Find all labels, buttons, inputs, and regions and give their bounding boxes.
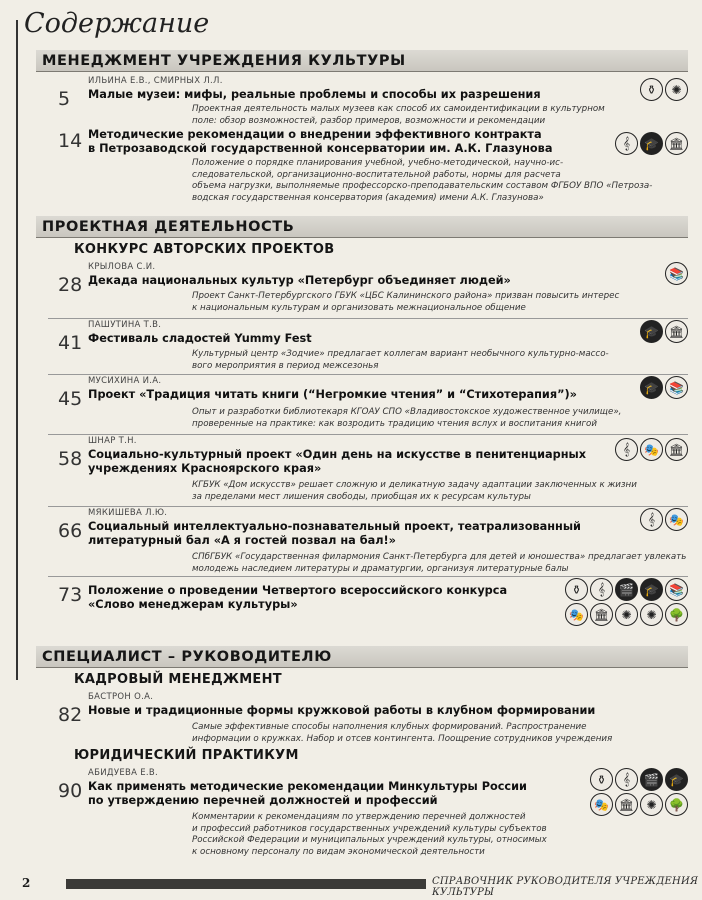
entry-title: Проект «Традиция читать книги (“Негромкие чтения” и “Стихотерапия”)» <box>88 388 577 401</box>
toc-entry[interactable] <box>40 128 688 208</box>
entry-page-number: 28 <box>58 274 83 296</box>
entry-description: Опыт и разработки библиотекаря КГОАУ СПО «Владивостокское художественное училище», проверенные на практике: как возродить традицию чтения вслух и воспитания книгой <box>192 407 622 429</box>
wheel-icon: ✺ <box>640 793 663 816</box>
wheel-icon: ✺ <box>640 603 663 626</box>
entry-page-number: 14 <box>58 130 83 152</box>
entry-divider <box>48 576 688 577</box>
entry-description: Культурный центр «Зодчие» предлагает коллегам вариант необычного культурно-массо- вого мероприятия в период межсезонья <box>192 349 609 371</box>
toc-entry[interactable] <box>40 578 688 634</box>
entry-icons <box>583 768 688 816</box>
section-management-heading: МЕНЕДЖМЕНТ УЧРЕЖДЕНИЯ КУЛЬТУРЫ <box>36 50 688 72</box>
entry-title: Малые музеи: мифы, реальные проблемы и способы их разрешения <box>88 88 541 101</box>
entry-icons <box>640 376 688 399</box>
entry-author: ИЛЬИНА Е.В., СМИРНЫХ Л.Л. <box>88 76 223 86</box>
clapper-icon: 🎬 <box>640 768 663 791</box>
graduation-cap-icon: 🎓 <box>640 578 663 601</box>
subsection-contest-heading: КОНКУРС АВТОРСКИХ ПРОЕКТОВ <box>74 242 335 257</box>
entry-divider <box>48 318 688 319</box>
graduation-cap-icon: 🎓 <box>640 320 663 343</box>
columns-icon: 🏛 <box>665 132 688 155</box>
entry-divider <box>48 506 688 507</box>
graduation-cap-icon: 🎓 <box>665 768 688 791</box>
vase-icon: ⚱ <box>640 78 663 101</box>
entry-title: Новые и традиционные формы кружковой работы в клубном формировании <box>88 704 596 717</box>
section-project-heading: ПРОЕКТНАЯ ДЕЯТЕЛЬНОСТЬ <box>36 216 688 238</box>
entry-page-number: 45 <box>58 388 83 410</box>
entry-icons <box>665 262 688 285</box>
entry-description: Самые эффективные способы наполнения клубных формирований. Распространение информации о кружках. Набор и отсев контингента. Поощрение сотрудников учреждения <box>192 722 613 744</box>
masks-icon: 🎭 <box>665 508 688 531</box>
entry-description: Проект Санкт-Петербургского ГБУК «ЦБС Калининского района» призван повысить интерес к национальным культурам и организовать межнациональное общение <box>192 291 620 313</box>
entry-title: Методические рекомендации о внедрении эффективного контракта в Петрозаводской государственной консерватории им. А.К. Глазунова <box>88 128 553 155</box>
treble-clef-icon: 𝄞 <box>615 768 638 791</box>
treble-clef-icon: 𝄞 <box>615 132 638 155</box>
entry-icons <box>558 578 688 626</box>
entry-page-number: 90 <box>58 780 83 802</box>
toc-entry[interactable] <box>40 508 688 574</box>
tree-icon: 🌳 <box>665 793 688 816</box>
columns-icon: 🏛 <box>665 438 688 461</box>
entry-title: Социальный интеллектуально-познавательный проект, театрализованный литературный бал «А я гостей позвал на бал!» <box>88 520 581 547</box>
page-title: Содержание <box>24 8 210 39</box>
subsection-hr-heading: КАДРОВЫЙ МЕНЕДЖМЕНТ <box>74 672 282 687</box>
entry-description: СПбГБУК «Государственная филармония Санкт-Петербурга для детей и юношества» предлагает увлекать молодежь наследием литературы и драматургии, организуя литературные балы <box>192 552 687 574</box>
tree-icon: 🌳 <box>665 603 688 626</box>
columns-icon: 🏛 <box>615 793 638 816</box>
title-rule <box>16 20 18 680</box>
vase-icon: ⚱ <box>565 578 588 601</box>
entry-icons <box>615 132 688 155</box>
graduation-cap-icon: 🎓 <box>640 132 663 155</box>
footer-bar <box>66 879 426 889</box>
entry-icons <box>640 78 688 101</box>
entry-description: Комментарии к рекомендациям по утверждению перечней должностей и профессий работников государственных учреждений культуры субъектов Российской Федерации и муниципальных учреждений культуры, относимых к основному персоналу по видам экономической деятельности <box>192 812 547 857</box>
entry-icons <box>640 508 688 531</box>
entry-author: МЯКИШЕВА Л.Ю. <box>88 508 168 518</box>
treble-clef-icon: 𝄞 <box>640 508 663 531</box>
entry-description: КГБУК «Дом искусств» решает сложную и деликатную задачу адаптации заключенных к жизни за пределами мест лишения свободы, приобщая их к ресурсам культуры <box>192 480 637 502</box>
entry-page-number: 73 <box>58 584 83 606</box>
entry-divider <box>48 434 688 435</box>
wheel-icon: ✺ <box>615 603 638 626</box>
treble-clef-icon: 𝄞 <box>615 438 638 461</box>
books-icon: 📚 <box>665 376 688 399</box>
entry-page-number: 58 <box>58 448 83 470</box>
entry-icons <box>615 438 688 461</box>
vase-icon: ⚱ <box>590 768 613 791</box>
toc-entry[interactable] <box>40 768 688 868</box>
wheel-icon: ✺ <box>665 78 688 101</box>
entry-title: Декада национальных культур «Петербург объединяет людей» <box>88 274 511 287</box>
entry-title: Как применять методические рекомендации Минкультуры России по утверждению перечней должностей и профессий <box>88 780 527 807</box>
entry-title: Социально-культурный проект «Один день на искусстве в пенитенциарных учреждениях Красноярского края» <box>88 448 587 475</box>
toc-entry[interactable] <box>40 76 688 128</box>
masks-icon: 🎭 <box>590 793 613 816</box>
masks-icon: 🎭 <box>565 603 588 626</box>
footer-journal-title: СПРАВОЧНИК РУКОВОДИТЕЛЯ УЧРЕЖДЕНИЯ КУЛЬТУРЫ <box>432 876 699 898</box>
toc-entry[interactable] <box>40 436 688 506</box>
toc-entry[interactable] <box>40 376 688 434</box>
entry-icons <box>640 320 688 343</box>
toc-entry[interactable] <box>40 320 688 374</box>
masks-icon: 🎭 <box>640 438 663 461</box>
entry-page-number: 66 <box>58 520 83 542</box>
entry-description: Положение о порядке планирования учебной, учебно-методической, научно-ис- следовательской, организационно-воспитательной работы, нормы для расчета объема нагрузки, выполняемые профессорско-преподавательским составом ФГБОУ ВПО «Петроза- водская государственная консерватория (академия) имени А.К. Глазунова» <box>192 158 653 203</box>
section-specialist-heading: СПЕЦИАЛИСТ – РУКОВОДИТЕЛЮ <box>36 646 688 668</box>
entry-author: АБИДУЕВА Е.В. <box>88 768 159 778</box>
entry-divider <box>48 374 688 375</box>
graduation-cap-icon: 🎓 <box>640 376 663 399</box>
subsection-legal-heading: ЮРИДИЧЕСКИЙ ПРАКТИКУМ <box>74 748 299 763</box>
entry-page-number: 82 <box>58 704 83 726</box>
columns-icon: 🏛 <box>665 320 688 343</box>
entry-author: БАСТРОН О.А. <box>88 692 154 702</box>
entry-author: КРЫЛОВА С.И. <box>88 262 156 272</box>
entry-description: Проектная деятельность малых музеев как способ их самоидентификации в культурном поле: обзор возможностей, разбор примеров, возможности и рекомендации <box>192 104 605 126</box>
toc-entry[interactable] <box>40 692 688 744</box>
treble-clef-icon: 𝄞 <box>590 578 613 601</box>
books-icon: 📚 <box>665 262 688 285</box>
books-icon: 📚 <box>665 578 688 601</box>
entry-page-number: 41 <box>58 332 83 354</box>
toc-entry[interactable] <box>40 262 688 318</box>
entry-author: МУСИХИНА И.А. <box>88 376 162 386</box>
footer-page-number: 2 <box>22 876 31 890</box>
entry-author: ПАШУТИНА Т.В. <box>88 320 162 330</box>
clapper-icon: 🎬 <box>615 578 638 601</box>
entry-title: Фестиваль сладостей Yummy Fest <box>88 332 312 345</box>
entry-title: Положение о проведении Четвертого всероссийского конкурса «Слово менеджерам культуры» <box>88 584 508 611</box>
columns-icon: 🏛 <box>590 603 613 626</box>
entry-author: ШНАР Т.Н. <box>88 436 137 446</box>
entry-page-number: 5 <box>58 88 71 110</box>
